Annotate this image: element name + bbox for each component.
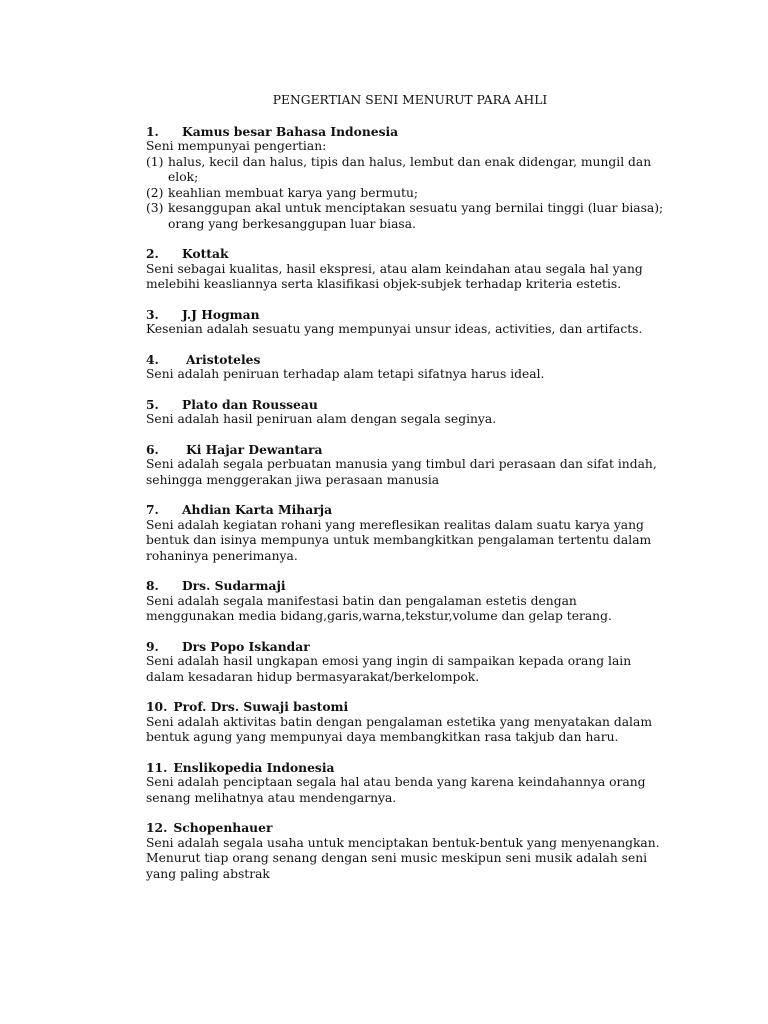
list-item — [146, 201, 666, 232]
document-title: PENGERTIAN SENI MENURUT PARA AHLI — [272, 93, 548, 107]
section-intro: Seni mempunyai pengertian: — [146, 139, 327, 153]
list-text: halus, kecil dan halus, tipis dan halus, lembut dan enak didengar, mungil dan elok; — [168, 154, 652, 184]
list-marker: (1) — [146, 154, 164, 169]
section-text: Seni adalah hasil ungkapan emosi yang ingin di sampaikan kepada orang lain dalam kesadaran hidup bermasyarakat/berkelompok. — [146, 654, 632, 684]
section-hogman — [146, 307, 666, 338]
list-marker: (3) — [146, 201, 164, 215]
section-number: 2. — [146, 246, 159, 261]
section-name: Schopenhauer — [173, 820, 273, 835]
section-number: 5. — [146, 396, 159, 412]
section-number: 1. — [146, 123, 159, 139]
section-schopenhauer — [146, 820, 666, 882]
section-text: Seni adalah segala perbuatan manusia yang timbul dari perasaan dan sifat indah, sehingga menggerakan jiwa perasaan manusia — [146, 457, 657, 487]
section-name: Drs. Sudarmaji — [182, 578, 286, 593]
section-number: 9. — [146, 638, 159, 654]
section-text: Seni adalah aktivitas batin dengan pengalaman estetika yang menyatakan dalam bentuk agung yang mempunyai daya membangkitkan rasa takjub dan haru. — [146, 714, 652, 744]
section-miharja — [146, 502, 666, 564]
section-text: Seni adalah penciptaan segala hal atau benda yang karena keindahannya orang senang melihatnya atau mendengarnya. — [146, 775, 646, 805]
section-iskandar — [146, 639, 666, 686]
section-kamus — [146, 124, 666, 233]
definition-list — [146, 155, 666, 233]
section-number: 12. — [146, 820, 168, 835]
list-marker: (2) — [146, 185, 164, 200]
section-text: Kesenian adalah sesuatu yang mempunyai unsur ideas, activities, dan artifacts. — [146, 322, 643, 336]
section-heading — [146, 699, 666, 715]
section-number: 7. — [146, 502, 159, 517]
section-heading — [146, 760, 666, 776]
section-text: Seni adalah hasil peniruan alam dengan segala seginya. — [146, 412, 497, 426]
section-name: J.J Hogman — [182, 306, 260, 322]
section-name: Enslikopedia Indonesia — [173, 759, 335, 775]
section-text: Seni adalah kegiatan rohani yang mereflesikan realitas dalam suatu karya yang bentuk dan isinya mempunya untuk membangkitkan pengalaman tertentu dalam rohaninya penerimanya. — [146, 517, 652, 563]
section-heading — [146, 502, 666, 518]
section-text: Seni adalah segala usaha untuk menciptakan bentuk-bentuk yang menyenangkan. Menurut tiap orang senang dengan seni music meskipun seni musik adalah seni yang paling abstrak — [146, 835, 660, 881]
section-heading — [146, 307, 666, 323]
section-name: Aristoteles — [186, 351, 261, 367]
section-name: Kottak — [182, 246, 229, 261]
section-number: 4. — [146, 351, 159, 367]
list-item — [146, 186, 666, 202]
section-number: 3. — [146, 306, 159, 322]
section-heading — [146, 578, 666, 594]
section-text: Seni adalah peniruan terhadap alam tetapi sifatnya harus ideal. — [146, 367, 545, 381]
section-text: Seni sebagai kualitas, hasil ekspresi, atau alam keindahan atau segala hal yang melebihi keasliannya serta klasifikasi objek-subjek terhadap kriteria estetis. — [146, 261, 643, 291]
section-number: 6. — [146, 441, 159, 457]
section-bastomi — [146, 699, 666, 746]
document-page — [146, 93, 666, 896]
section-heading — [146, 639, 666, 655]
section-number: 8. — [146, 578, 159, 593]
section-name: Plato dan Rousseau — [182, 396, 318, 412]
section-dewantara — [146, 442, 666, 489]
section-sudarmaji — [146, 578, 666, 625]
section-heading — [146, 442, 666, 458]
list-text: keahlian membuat karya yang bermutu; — [168, 185, 419, 200]
list-text: kesanggupan akal untuk menciptakan sesuatu yang bernilai tinggi (luar biasa); orang yang berkesanggupan luar biasa. — [168, 201, 664, 231]
section-heading — [146, 397, 666, 413]
section-text: Seni adalah segala manifestasi batin dan pengalaman estetis dengan menggunakan media bidang,garis,warna,tekstur,volume dan gelap terang. — [146, 593, 612, 623]
list-item — [146, 155, 666, 186]
section-heading — [146, 246, 666, 262]
section-name: Ki Hajar Dewantara — [186, 441, 323, 457]
section-name: Kamus besar Bahasa Indonesia — [182, 123, 399, 139]
section-kottak — [146, 246, 666, 293]
section-heading — [146, 820, 666, 836]
section-heading — [146, 124, 666, 140]
section-number: 10. — [146, 699, 168, 714]
section-heading — [146, 352, 666, 368]
section-name: Ahdian Karta Miharja — [182, 502, 333, 517]
section-name: Drs Popo Iskandar — [182, 638, 310, 654]
section-name: Prof. Drs. Suwaji bastomi — [173, 699, 349, 714]
section-plato — [146, 397, 666, 428]
section-number: 11. — [146, 759, 168, 775]
section-enslikopedia — [146, 760, 666, 807]
section-aristoteles — [146, 352, 666, 383]
